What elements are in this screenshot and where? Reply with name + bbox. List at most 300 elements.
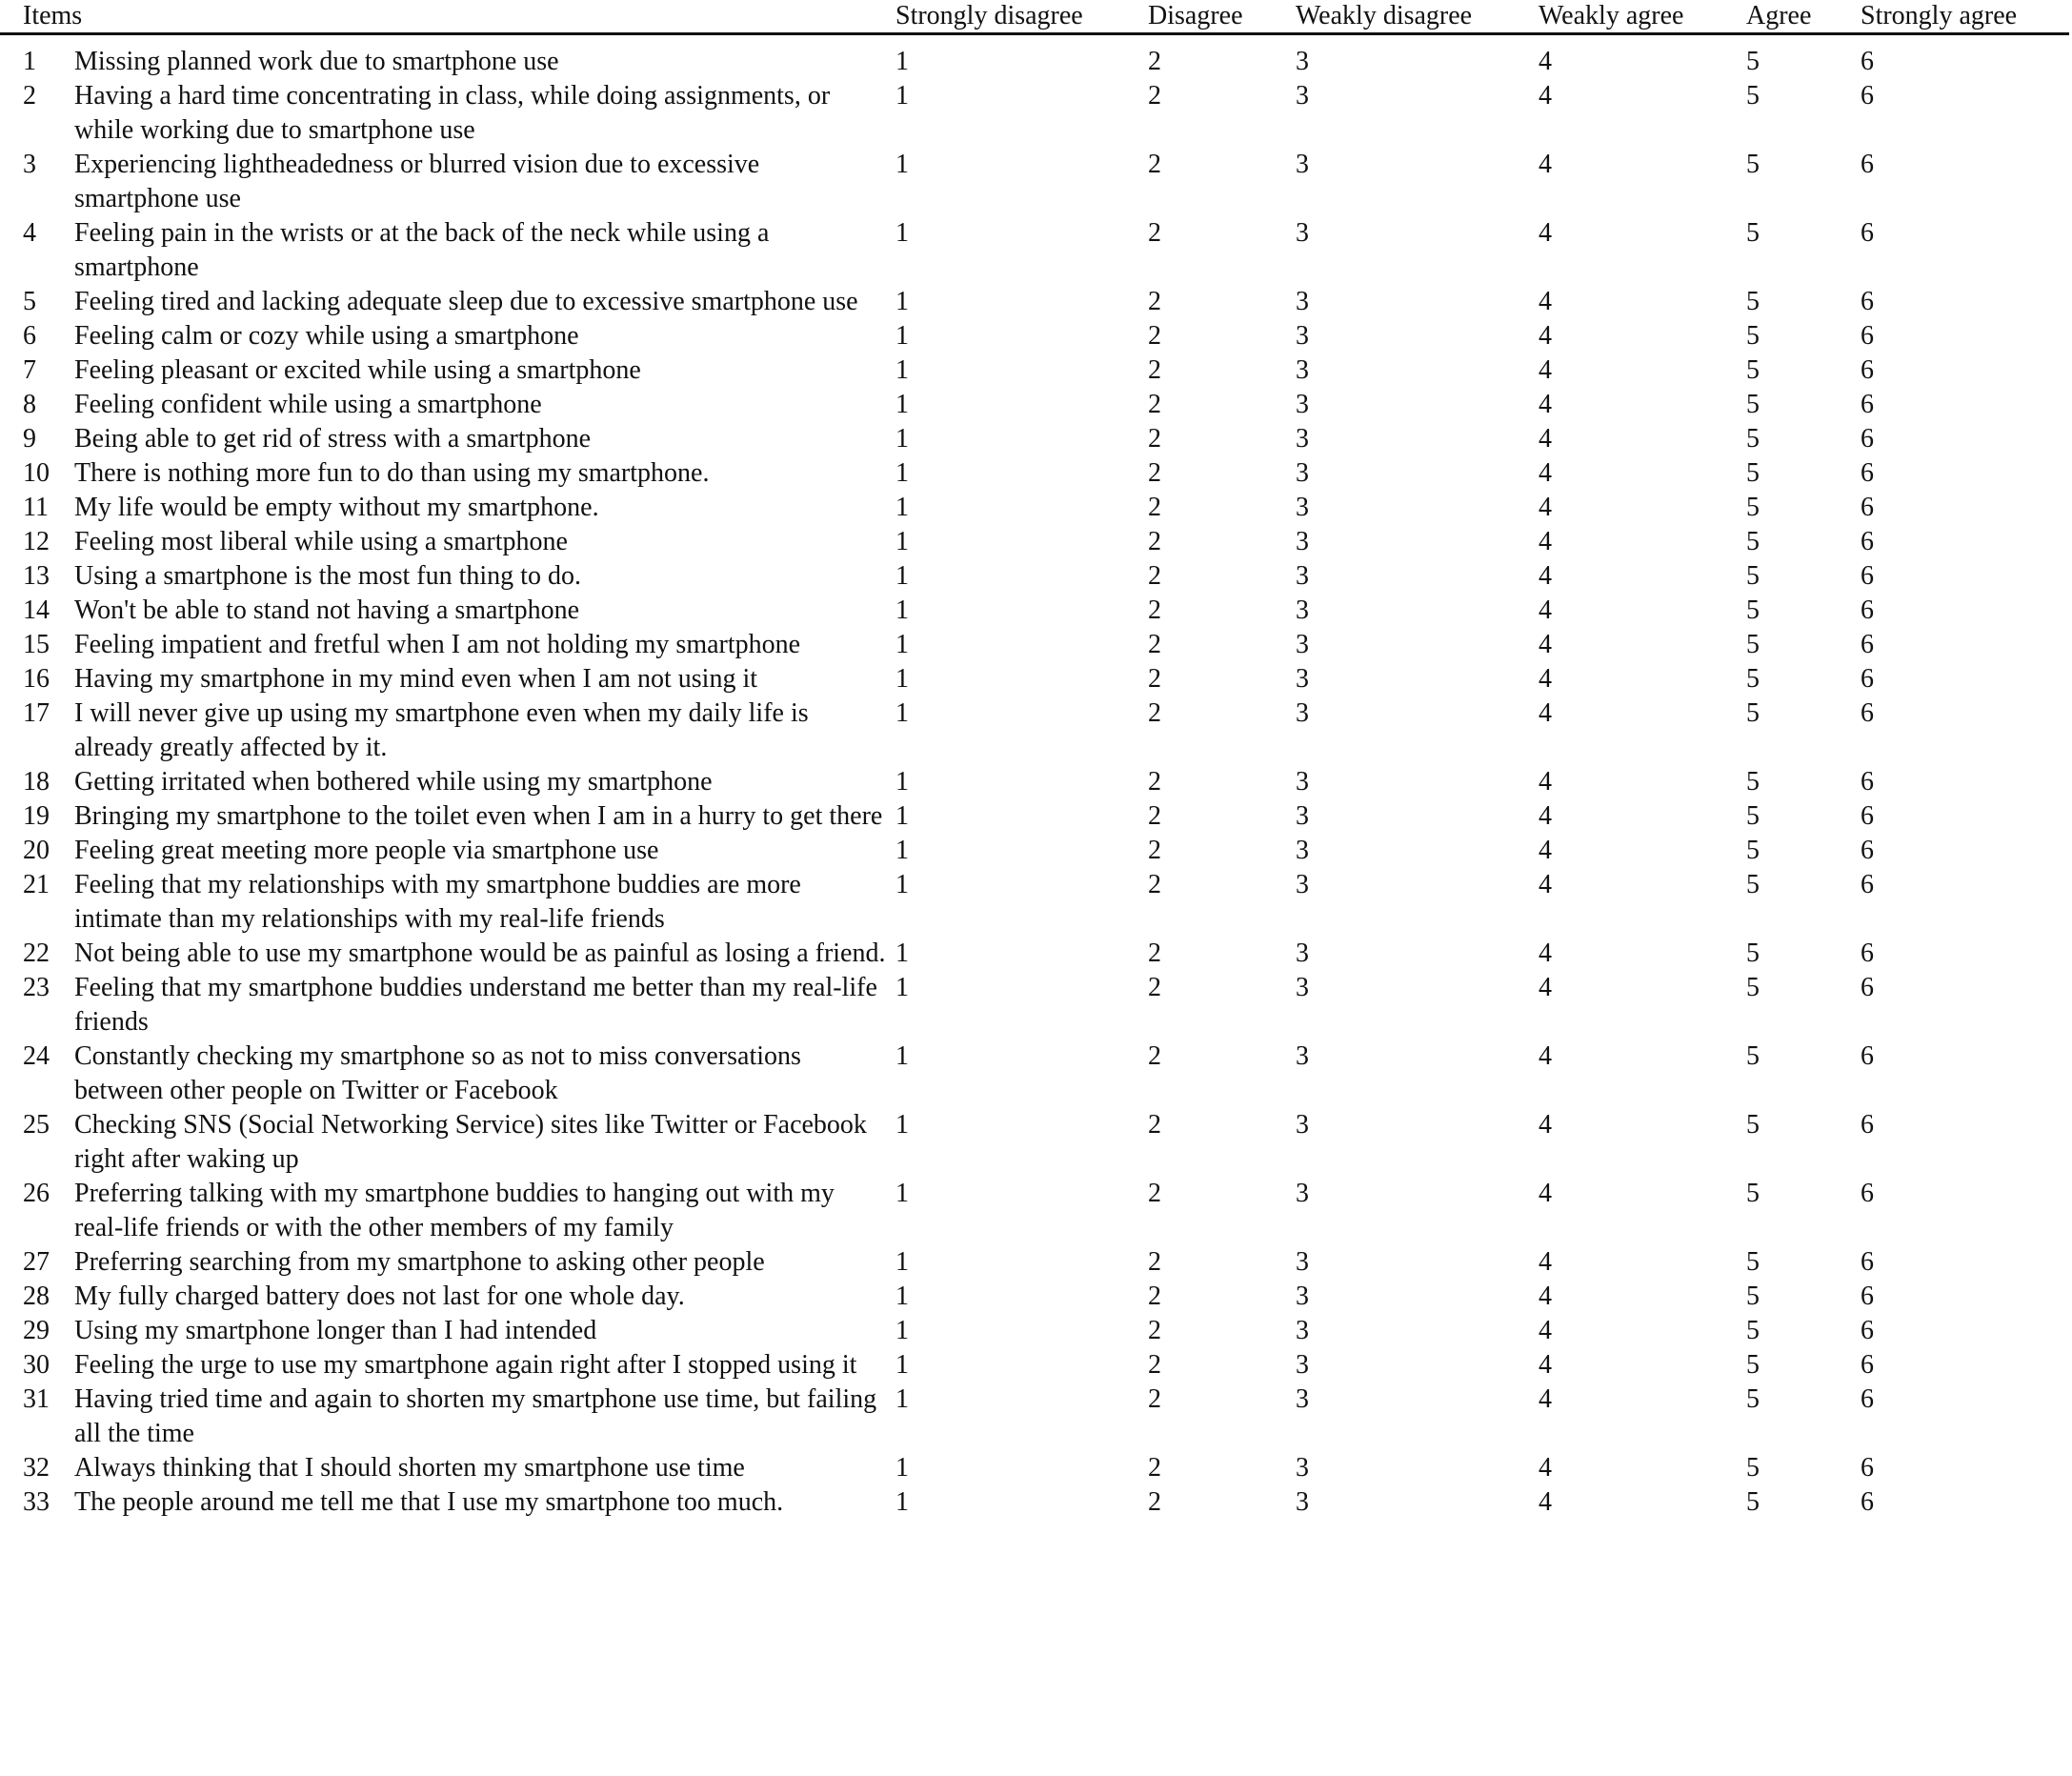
scale-value: 5 [1746,1487,1760,1517]
scale-value: 6 [1861,218,1874,248]
scale-value: 4 [1539,1487,1552,1517]
scale-value: 2 [1148,836,1161,865]
item-text: Having tried time and again to shorten my smartphone use time, but failing all the time [74,1384,877,1448]
scale-value: 2 [1148,1384,1161,1414]
scale-value: 2 [1148,355,1161,385]
scale-value: 6 [1861,47,1874,76]
scale-value: 1 [895,527,909,556]
table-row [0,868,2069,937]
scale-value: 6 [1861,1487,1874,1517]
header-weakly-disagree: Weakly disagree [1296,0,1539,34]
scale-value: 3 [1296,938,1309,968]
scale-value: 5 [1746,836,1760,865]
scale-value: 4 [1539,321,1552,351]
scale-value: 4 [1539,287,1552,316]
item-number: 10 [23,458,50,488]
scale-value: 4 [1539,1350,1552,1380]
scale-value: 3 [1296,355,1309,385]
item-text: Being able to get rid of stress with a smartphone [74,424,591,454]
scale-value: 1 [895,595,909,625]
scale-value: 6 [1861,355,1874,385]
scale-value: 6 [1861,595,1874,625]
scale-value: 4 [1539,561,1552,591]
scale-value: 4 [1539,801,1552,831]
item-number: 16 [23,664,50,694]
scale-value: 1 [895,81,909,111]
scale-value: 1 [895,287,909,316]
item-text: Feeling impatient and fretful when I am not holding my smartphone [74,630,801,659]
scale-value: 5 [1746,664,1760,694]
item-number: 4 [23,218,36,248]
scale-value: 6 [1861,801,1874,831]
scale-value: 1 [895,1350,909,1380]
scale-value: 2 [1148,150,1161,179]
scale-value: 3 [1296,493,1309,522]
scale-value: 2 [1148,81,1161,111]
item-number: 13 [23,561,50,591]
scale-value: 4 [1539,595,1552,625]
item-number: 32 [23,1453,50,1483]
scale-value: 6 [1861,321,1874,351]
item-text: Checking SNS (Social Networking Service) sites like Twitter or Facebook right after waking up [74,1110,867,1174]
item-text: Preferring searching from my smartphone to asking other people [74,1247,765,1277]
scale-value: 4 [1539,355,1552,385]
item-text: Feeling that my smartphone buddies understand me better than my real-life friends [74,973,877,1037]
scale-value: 4 [1539,493,1552,522]
scale-value: 5 [1746,218,1760,248]
item-text: Having a hard time concentrating in class, while doing assignments, or while working due to smartphone use [74,81,831,145]
scale-value: 1 [895,973,909,1002]
item-number: 9 [23,424,36,454]
scale-value: 6 [1861,870,1874,899]
scale-value: 1 [895,1110,909,1140]
scale-value: 5 [1746,870,1760,899]
header-row [0,0,2069,34]
scale-value: 5 [1746,493,1760,522]
header-weakly-agree: Weakly agree [1539,0,1746,34]
scale-value: 3 [1296,1487,1309,1517]
scale-value: 3 [1296,870,1309,899]
scale-value: 3 [1296,836,1309,865]
scale-value: 3 [1296,1110,1309,1140]
scale-value: 3 [1296,698,1309,728]
header-strongly-agree: Strongly agree [1861,0,2069,34]
scale-value: 4 [1539,1041,1552,1071]
item-number: 31 [23,1384,50,1414]
item-text: Feeling that my relationships with my smartphone buddies are more intimate than my relationships with my real-life friends [74,870,801,934]
item-number: 7 [23,355,36,385]
scale-value: 1 [895,630,909,659]
scale-value: 6 [1861,561,1874,591]
item-text: Won't be able to stand not having a smartphone [74,595,580,625]
scale-value: 6 [1861,150,1874,179]
item-number: 27 [23,1247,50,1277]
table-row [0,388,2069,422]
scale-value: 6 [1861,1316,1874,1345]
scale-value: 2 [1148,1487,1161,1517]
table-row [0,148,2069,216]
table-row [0,696,2069,765]
scale-value: 6 [1861,938,1874,968]
scale-value: 4 [1539,767,1552,797]
scale-value: 2 [1148,1316,1161,1345]
scale-value: 5 [1746,1384,1760,1414]
scale-value: 2 [1148,1179,1161,1208]
header-agree: Agree [1746,0,1861,34]
header-items: Items [0,0,895,34]
scale-value: 6 [1861,1384,1874,1414]
scale-value: 2 [1148,1453,1161,1483]
item-text: Feeling confident while using a smartphone [74,390,542,419]
scale-value: 4 [1539,527,1552,556]
item-text: Feeling pain in the wrists or at the back of the neck while using a smartphone [74,218,770,282]
scale-value: 6 [1861,767,1874,797]
item-text: Getting irritated when bothered while using my smartphone [74,767,713,797]
scale-value: 3 [1296,287,1309,316]
item-text: Using a smartphone is the most fun thing to do. [74,561,581,591]
scale-value: 1 [895,1041,909,1071]
scale-value: 6 [1861,493,1874,522]
scale-value: 3 [1296,1316,1309,1345]
scale-value: 3 [1296,1453,1309,1483]
scale-value: 6 [1861,1453,1874,1483]
table-row [0,594,2069,628]
item-number: 23 [23,973,50,1002]
item-text: I will never give up using my smartphone even when my daily life is already greatly affected by it. [74,698,809,762]
scale-value: 1 [895,1487,909,1517]
scale-value: 6 [1861,973,1874,1002]
item-text: Feeling great meeting more people via smartphone use [74,836,659,865]
table-row [0,525,2069,559]
scale-value: 3 [1296,1247,1309,1277]
scale-value: 5 [1746,1110,1760,1140]
scale-value: 5 [1746,561,1760,591]
scale-value: 2 [1148,801,1161,831]
scale-value: 5 [1746,938,1760,968]
table-row [0,628,2069,662]
scale-value: 6 [1861,1110,1874,1140]
item-text: Feeling most liberal while using a smartphone [74,527,568,556]
scale-value: 4 [1539,836,1552,865]
scale-value: 6 [1861,287,1874,316]
scale-value: 4 [1539,150,1552,179]
scale-value: 5 [1746,973,1760,1002]
scale-value: 1 [895,698,909,728]
scale-value: 2 [1148,527,1161,556]
item-number: 18 [23,767,50,797]
scale-value: 5 [1746,150,1760,179]
scale-value: 1 [895,836,909,865]
scale-value: 1 [895,493,909,522]
item-text: Feeling pleasant or excited while using a smartphone [74,355,641,385]
scale-value: 4 [1539,81,1552,111]
table-row [0,456,2069,491]
scale-value: 2 [1148,493,1161,522]
scale-value: 3 [1296,801,1309,831]
scale-value: 5 [1746,698,1760,728]
scale-value: 5 [1746,630,1760,659]
table-row [0,1108,2069,1177]
scale-value: 4 [1539,1282,1552,1311]
table-row [0,1280,2069,1314]
scale-value: 6 [1861,1247,1874,1277]
scale-value: 3 [1296,150,1309,179]
item-text: My life would be empty without my smartphone. [74,493,599,522]
item-text: Missing planned work due to smartphone use [74,47,559,76]
item-text: Feeling calm or cozy while using a smartphone [74,321,579,351]
scale-value: 3 [1296,321,1309,351]
scale-value: 3 [1296,1282,1309,1311]
item-number: 8 [23,390,36,419]
scale-value: 4 [1539,458,1552,488]
item-text: Always thinking that I should shorten my smartphone use time [74,1453,745,1483]
header-spacer [0,34,2069,46]
scale-value: 5 [1746,527,1760,556]
scale-value: 4 [1539,1453,1552,1483]
scale-value: 3 [1296,47,1309,76]
item-text: There is nothing more fun to do than using my smartphone. [74,458,710,488]
scale-value: 3 [1296,458,1309,488]
scale-value: 2 [1148,287,1161,316]
scale-value: 2 [1148,390,1161,419]
scale-value: 1 [895,1316,909,1345]
item-number: 28 [23,1282,50,1311]
scale-value: 2 [1148,595,1161,625]
scale-value: 5 [1746,47,1760,76]
item-text: The people around me tell me that I use my smartphone too much. [74,1487,784,1517]
item-number: 2 [23,81,36,111]
scale-value: 1 [895,355,909,385]
scale-value: 2 [1148,973,1161,1002]
item-text: Not being able to use my smartphone would be as painful as losing a friend. [74,938,886,968]
scale-value: 4 [1539,938,1552,968]
item-text: Feeling the urge to use my smartphone again right after I stopped using it [74,1350,857,1380]
item-number: 22 [23,938,50,968]
scale-value: 6 [1861,458,1874,488]
scale-value: 5 [1746,801,1760,831]
item-number: 1 [23,47,36,76]
table-row [0,1348,2069,1382]
scale-value: 2 [1148,561,1161,591]
item-number: 14 [23,595,50,625]
scale-value: 4 [1539,390,1552,419]
table-header [0,0,2069,34]
item-text: Using my smartphone longer than I had intended [74,1316,597,1345]
item-text: Constantly checking my smartphone so as not to miss conversations between other people on Twitter or Facebook [74,1041,801,1105]
scale-value: 4 [1539,870,1552,899]
scale-value: 5 [1746,390,1760,419]
scale-value: 5 [1746,355,1760,385]
scale-value: 5 [1746,1247,1760,1277]
item-text: Bringing my smartphone to the toilet even when I am in a hurry to get there [74,801,883,831]
scale-value: 2 [1148,321,1161,351]
scale-value: 2 [1148,870,1161,899]
scale-value: 5 [1746,1179,1760,1208]
scale-value: 4 [1539,1179,1552,1208]
table-body [0,34,2069,1521]
scale-value: 1 [895,390,909,419]
item-text: My fully charged battery does not last for one whole day. [74,1282,685,1311]
scale-value: 6 [1861,1179,1874,1208]
table-row [0,1245,2069,1280]
scale-value: 1 [895,767,909,797]
item-number: 26 [23,1179,50,1208]
scale-value: 4 [1539,630,1552,659]
scale-value: 5 [1746,424,1760,454]
scale-value: 1 [895,1384,909,1414]
table-row [0,285,2069,319]
scale-value: 2 [1148,218,1161,248]
scale-value: 3 [1296,630,1309,659]
table-row [0,353,2069,388]
scale-value: 6 [1861,527,1874,556]
item-number: 29 [23,1316,50,1345]
scale-value: 2 [1148,698,1161,728]
scale-value: 5 [1746,1453,1760,1483]
table-row [0,1382,2069,1451]
scale-value: 1 [895,424,909,454]
scale-value: 6 [1861,1282,1874,1311]
item-number: 6 [23,321,36,351]
table-row [0,1451,2069,1485]
scale-value: 3 [1296,561,1309,591]
scale-value: 1 [895,1247,909,1277]
item-number: 21 [23,870,50,899]
scale-value: 2 [1148,1110,1161,1140]
item-number: 15 [23,630,50,659]
scale-value: 1 [895,938,909,968]
scale-value: 4 [1539,1247,1552,1277]
scale-value: 2 [1148,664,1161,694]
scale-value: 3 [1296,1041,1309,1071]
scale-value: 5 [1746,287,1760,316]
table-row [0,1177,2069,1245]
item-number: 12 [23,527,50,556]
scale-value: 4 [1539,1316,1552,1345]
scale-value: 2 [1148,424,1161,454]
table-row [0,1039,2069,1108]
item-text: Experiencing lightheadedness or blurred vision due to excessive smartphone use [74,150,760,213]
scale-value: 2 [1148,767,1161,797]
scale-value: 5 [1746,81,1760,111]
scale-value: 6 [1861,424,1874,454]
table-row [0,937,2069,971]
table-row [0,799,2069,834]
item-number: 19 [23,801,50,831]
table-row [0,765,2069,799]
item-number: 3 [23,150,36,179]
scale-value: 2 [1148,458,1161,488]
scale-value: 3 [1296,973,1309,1002]
scale-value: 5 [1746,1316,1760,1345]
item-text: Preferring talking with my smartphone buddies to hanging out with my real-life friends or with the other members of my family [74,1179,835,1242]
scale-value: 1 [895,218,909,248]
table-row [0,79,2069,148]
item-text: Having my smartphone in my mind even when I am not using it [74,664,758,694]
table-row [0,1485,2069,1520]
scale-value: 3 [1296,81,1309,111]
table-row [0,1314,2069,1348]
scale-value: 4 [1539,47,1552,76]
item-number: 5 [23,287,36,316]
scale-value: 1 [895,150,909,179]
scale-value: 6 [1861,390,1874,419]
scale-value: 6 [1861,664,1874,694]
table-row [0,559,2069,594]
scale-value: 2 [1148,47,1161,76]
scale-value: 4 [1539,424,1552,454]
item-number: 25 [23,1110,50,1140]
scale-value: 6 [1861,1350,1874,1380]
table-row [0,319,2069,353]
scale-value: 3 [1296,767,1309,797]
scale-value: 4 [1539,973,1552,1002]
item-number: 20 [23,836,50,865]
scale-value: 5 [1746,1282,1760,1311]
scale-value: 3 [1296,1350,1309,1380]
item-number: 30 [23,1350,50,1380]
item-number: 24 [23,1041,50,1071]
table-row [0,971,2069,1039]
scale-value: 1 [895,1282,909,1311]
scale-value: 6 [1861,1041,1874,1071]
item-number: 17 [23,698,50,728]
scale-value: 3 [1296,1384,1309,1414]
scale-value: 3 [1296,218,1309,248]
scale-value: 4 [1539,664,1552,694]
scale-value: 3 [1296,1179,1309,1208]
scale-value: 5 [1746,595,1760,625]
scale-value: 1 [895,561,909,591]
scale-value: 2 [1148,630,1161,659]
item-text: Feeling tired and lacking adequate sleep due to excessive smartphone use [74,287,858,316]
scale-value: 3 [1296,664,1309,694]
header-strongly-disagree: Strongly disagree [895,0,1148,34]
scale-value: 5 [1746,321,1760,351]
scale-value: 1 [895,801,909,831]
scale-value: 2 [1148,1350,1161,1380]
scale-value: 2 [1148,938,1161,968]
scale-value: 3 [1296,527,1309,556]
header-disagree: Disagree [1148,0,1296,34]
scale-value: 4 [1539,1110,1552,1140]
table-row [0,422,2069,456]
scale-value: 6 [1861,698,1874,728]
table-row [0,662,2069,696]
scale-value: 1 [895,664,909,694]
scale-value: 3 [1296,390,1309,419]
table-row [0,491,2069,525]
scale-value: 6 [1861,836,1874,865]
scale-value: 3 [1296,595,1309,625]
scale-value: 1 [895,47,909,76]
scale-value: 1 [895,1453,909,1483]
scale-value: 4 [1539,698,1552,728]
scale-value: 5 [1746,1041,1760,1071]
scale-value: 1 [895,870,909,899]
scale-value: 1 [895,321,909,351]
scale-value: 4 [1539,1384,1552,1414]
table-row [0,45,2069,79]
scale-value: 5 [1746,458,1760,488]
scale-value: 1 [895,458,909,488]
scale-value: 6 [1861,81,1874,111]
scale-value: 6 [1861,630,1874,659]
table-row [0,216,2069,285]
scale-value: 2 [1148,1247,1161,1277]
item-number: 33 [23,1487,50,1517]
table-row [0,834,2069,868]
